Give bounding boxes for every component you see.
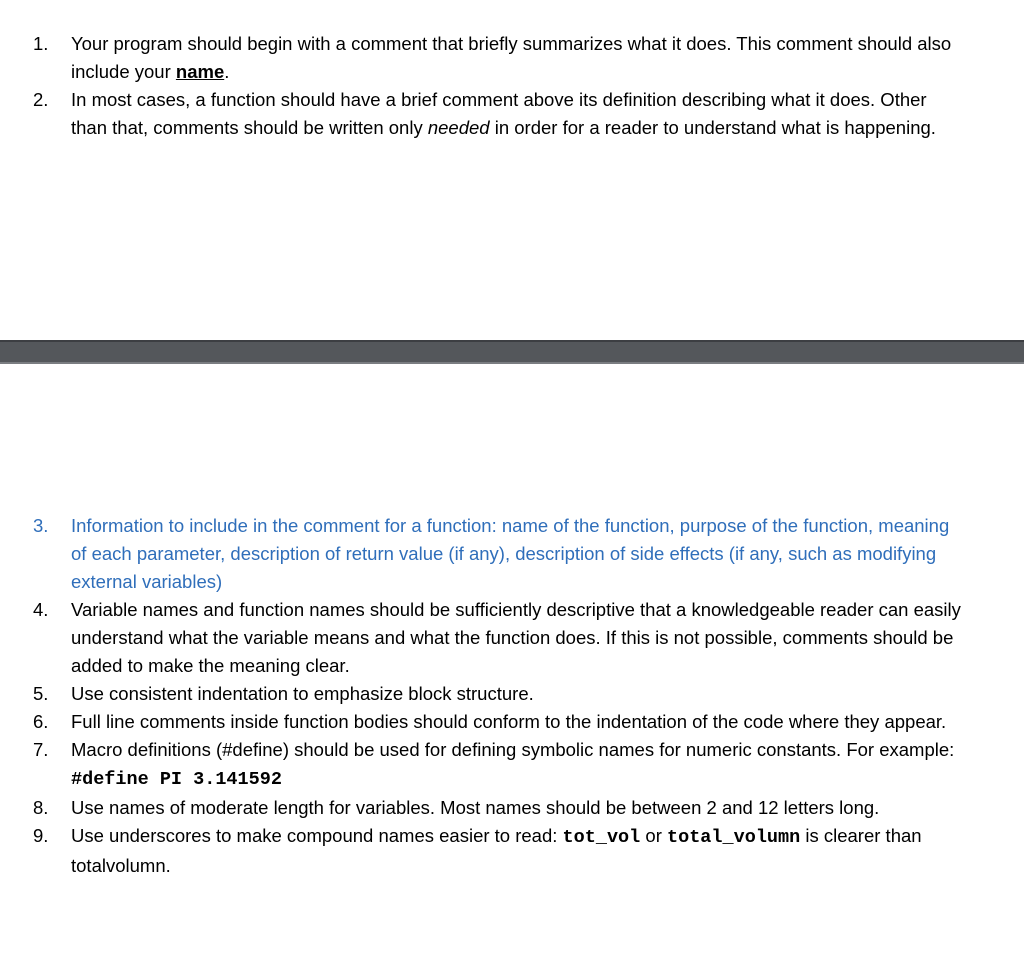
rule-emphasis-needed: needed <box>427 117 490 138</box>
rule-number: 3. <box>33 515 49 536</box>
rule-text: Variable names and function names should be sufficiently descriptive that a knowledgeable reader can easily understand what the variable means and what the function does. If this is not possible, comments should be added to make the meaning clear. <box>71 599 961 676</box>
rules-list-bottom <box>0 512 1024 880</box>
rule-number: 7. <box>33 739 49 760</box>
rule-item-2 <box>0 86 1024 142</box>
rule-text-end: . <box>224 61 230 82</box>
rule-text-end: in order for a reader to understand what is happening. <box>489 117 936 138</box>
document-page-top <box>0 0 1024 340</box>
rule-number: 6. <box>33 711 49 732</box>
rule-item-3 <box>0 512 1024 596</box>
rule-text: Use underscores to make compound names easier to read: <box>71 825 563 846</box>
page-divider <box>0 340 1024 364</box>
rule-text: Information to include in the comment for a function: name of the function, purpose of the function, meaning of each parameter, description of return value (if any), description of side effects (if any, such as modifying external variables) <box>71 515 950 592</box>
rule-item-8 <box>0 794 1024 822</box>
rule-item-9 <box>0 822 1024 880</box>
rule-emphasis-name: name <box>175 61 225 82</box>
rule-item-5 <box>0 680 1024 708</box>
code-tot-vol: tot_vol <box>562 827 641 848</box>
rules-list-top <box>0 30 1024 142</box>
rule-number: 2. <box>33 89 49 110</box>
rule-item-6 <box>0 708 1024 736</box>
rule-text: Use names of moderate length for variables. Most names should be between 2 and 12 letters long. <box>71 797 880 818</box>
rule-text: Use consistent indentation to emphasize block structure. <box>71 683 534 704</box>
rule-text: In most cases, a function should have a brief comment above its definition describing what it does. Other than that, comments should be written only <box>71 89 927 138</box>
rule-text: Full line comments inside function bodies should conform to the indentation of the code where they appear. <box>71 711 947 732</box>
rule-number: 5. <box>33 683 49 704</box>
rule-number: 4. <box>33 599 49 620</box>
rule-text-end: is clearer than totalvolumn. <box>71 825 922 876</box>
rule-number: 1. <box>33 33 49 54</box>
rule-item-4 <box>0 596 1024 680</box>
rule-text: Macro definitions (#define) should be used for defining symbolic names for numeric constants. For example: <box>71 739 955 760</box>
rule-number: 9. <box>33 825 49 846</box>
rule-text-mid: or <box>640 825 667 846</box>
rule-item-1 <box>0 30 1024 86</box>
code-total-volumn: total_volumn <box>667 827 801 848</box>
rule-number: 8. <box>33 797 49 818</box>
rule-text: Your program should begin with a comment that briefly summarizes what it does. This comment should also include your <box>71 33 952 82</box>
rule-item-7 <box>0 736 1024 794</box>
code-define-pi: #define PI 3.141592 <box>71 769 282 790</box>
